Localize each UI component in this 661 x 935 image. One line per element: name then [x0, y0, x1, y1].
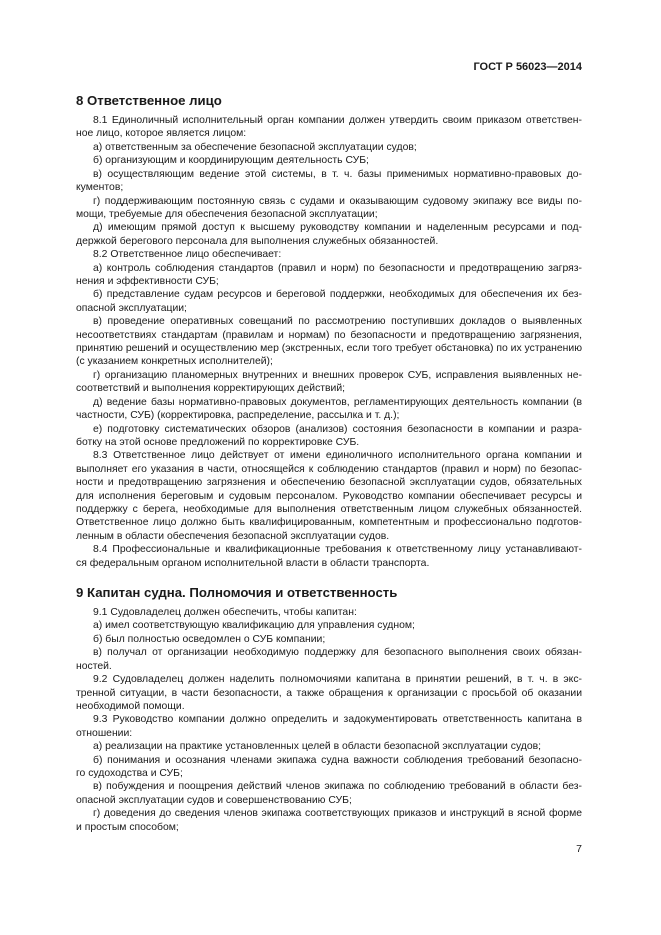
text-line: ное лицо, которое является лицом:	[76, 128, 247, 140]
text-line: мощи, требуемые для обеспечения безопасной эксплуатации;	[76, 208, 378, 220]
text-line: го судоходства и СУБ;	[76, 767, 183, 779]
section-9-heading: 9 Капитан судна. Полномочия и ответственность	[76, 585, 398, 600]
text-line: б) понимания и осознания членами экипажа судна важности соблюдения требований безопасно-	[93, 754, 582, 766]
text-line: для исполнения береговым и судовым персоналом. Руководство компании обеспечивает ресурсы и	[76, 490, 582, 502]
paragraph	[76, 713, 582, 740]
text-line: г) поддерживающим постоянную связь с судами и оказывающим судовому экипажу все виды по-	[93, 195, 582, 207]
paragraph	[76, 543, 582, 570]
text-line: и простым способом;	[76, 821, 179, 833]
text-line: 8.3 Ответственное лицо действует от имени единоличного исполнительного органа компании и	[93, 450, 582, 462]
text-line: принятию решений и осуществлению мер (экстренных, если того требует обстановка) по их устранению	[76, 343, 582, 355]
text-line: г) организацию планомерных внутренних и внешних проверок СУБ, исправления выявленных не-	[93, 369, 582, 381]
text-line: опасной эксплуатации судов и совершенствованию СУБ;	[76, 794, 352, 806]
text-line: 9.1 Судовладелец должен обеспечить, чтобы капитан:	[93, 607, 357, 618]
section-8-body	[76, 114, 582, 570]
text-line: (с указанием конкретных исполнителей);	[76, 356, 273, 368]
paragraph	[76, 673, 582, 713]
text-line: опасной эксплуатации;	[76, 302, 187, 314]
text-line: а) имел соответствующую квалификацию для управления судном;	[93, 620, 415, 632]
paragraph	[76, 740, 582, 753]
paragraph	[76, 423, 582, 450]
text-line: тренной ситуации, в части безопасности, а также обращения к организации с просьбой об оказании	[76, 687, 582, 699]
paragraph	[76, 315, 582, 369]
text-line: ностей.	[76, 660, 112, 672]
text-line: в) побуждения и поощрения действий членов экипажа по соблюдению требований в области без-	[93, 781, 582, 793]
text-line: б) был полностью осведомлен о СУБ компании;	[93, 633, 326, 645]
paragraph	[76, 633, 582, 646]
text-line: держкой берегового персонала для выполнения служебных обязанностей.	[76, 235, 439, 247]
text-line: выполняет его указания в части, относящейся к соблюдению стандартов (правил и норм) по безопас-	[76, 463, 582, 475]
text-line: в) осуществляющим ведение этой системы, в т. ч. базы применимых нормативно-правовых до-	[93, 168, 582, 180]
paragraph	[76, 780, 582, 807]
text-line: поддержку с берега, необходимые для выполнения ответственным лицом служебных обязанностей.	[76, 503, 582, 515]
text-line: б) представление судам ресурсов и береговой поддержки, необходимых для обеспечения их без-	[93, 289, 582, 301]
page-number: 7	[576, 843, 582, 855]
paragraph	[76, 168, 582, 195]
text-line: несоответствиях стандартам (правилам и нормам) по безопасности и предотвращению загрязнения,	[76, 329, 582, 341]
paragraph	[76, 154, 582, 167]
text-line: 8.4 Профессиональные и квалификационные требования к ответственному лицу устанавливают-	[93, 544, 582, 556]
text-line: ности и предотвращению загрязнения и обеспечению безопасной эксплуатации судов, обязательных	[76, 477, 582, 489]
paragraph	[76, 396, 582, 423]
text-line: кументов;	[76, 182, 124, 194]
text-line: 8.1 Единоличный исполнительный орган компании должен утвердить своим приказом ответствен-	[93, 115, 582, 126]
text-line: б) организующим и координирующим деятельность СУБ;	[93, 155, 369, 167]
paragraph	[76, 114, 582, 141]
text-line: 9.3 Руководство компании должно определить и задокументировать ответственность капитана в	[93, 714, 582, 726]
paragraph	[76, 807, 582, 834]
text-line: необходимой помощи.	[76, 700, 185, 712]
text-line: ся федеральным органом исполнительной власти в области транспорта.	[76, 557, 430, 569]
text-line: 8.2 Ответственное лицо обеспечивает:	[93, 249, 282, 261]
text-line: в) проведение оперативных совещаний по рассмотрению поступивших докладов о выявленных	[93, 316, 582, 328]
paragraph	[76, 449, 582, 543]
text-line: частности, СУБ) (корректировка, распределение, рассылка и т. д.);	[76, 410, 400, 422]
paragraph	[76, 754, 582, 781]
paragraph	[76, 646, 582, 673]
section-8-heading: 8 Ответственное лицо	[76, 93, 222, 108]
text-line: а) ответственным за обеспечение безопасной эксплуатации судов;	[93, 141, 417, 153]
text-line: а) реализации на практике установленных целей в области безопасной эксплуатации судов;	[93, 741, 542, 753]
text-line: отношении:	[76, 727, 133, 739]
paragraph	[76, 195, 582, 222]
text-line: а) контроль соблюдения стандартов (правил и норм) по безопасности и предотвращению загряз-	[93, 262, 582, 274]
text-line: е) подготовку систематических обзоров (анализов) состояния безопасности в компании и разра-	[93, 423, 582, 435]
text-line: г) доведения до сведения членов экипажа соответствующих приказов и инструкций в ясной форме	[93, 808, 582, 820]
text-line: соответствий и выполнения корректирующих действий;	[76, 383, 346, 395]
paragraph	[76, 619, 582, 632]
text-line: д) имеющим прямой доступ к высшему руководству компании и наделенным ресурсами и под-	[93, 222, 582, 234]
section-9-body	[76, 606, 582, 834]
paragraph	[76, 369, 582, 396]
paragraph	[76, 221, 582, 248]
text-line: д) ведение базы нормативно-правовых документов, регламентирующих деятельность компании (в	[93, 396, 582, 408]
text-line: в) получал от организации необходимую поддержку для безопасного выполнения своих обязан-	[93, 647, 582, 659]
paragraph	[76, 606, 582, 619]
paragraph	[76, 262, 582, 289]
paragraph	[76, 288, 582, 315]
text-line: нения и эффективности СУБ;	[76, 275, 219, 287]
text-line: ботку на этой основе предложений по корректировке СУБ.	[76, 436, 360, 448]
text-line: 9.2 Судовладелец должен наделить полномочиями капитана в принятии решений, в т. ч. в экс-	[93, 674, 582, 686]
document-header: ГОСТ Р 56023—2014	[473, 61, 582, 73]
paragraph	[76, 248, 582, 261]
paragraph	[76, 141, 582, 154]
text-line: Ответственное лицо должно быть квалифицированным, компетентным и профессионально подготов-	[76, 517, 582, 529]
text-line: ленным в области обеспечения безопасной эксплуатации судов.	[76, 530, 390, 542]
